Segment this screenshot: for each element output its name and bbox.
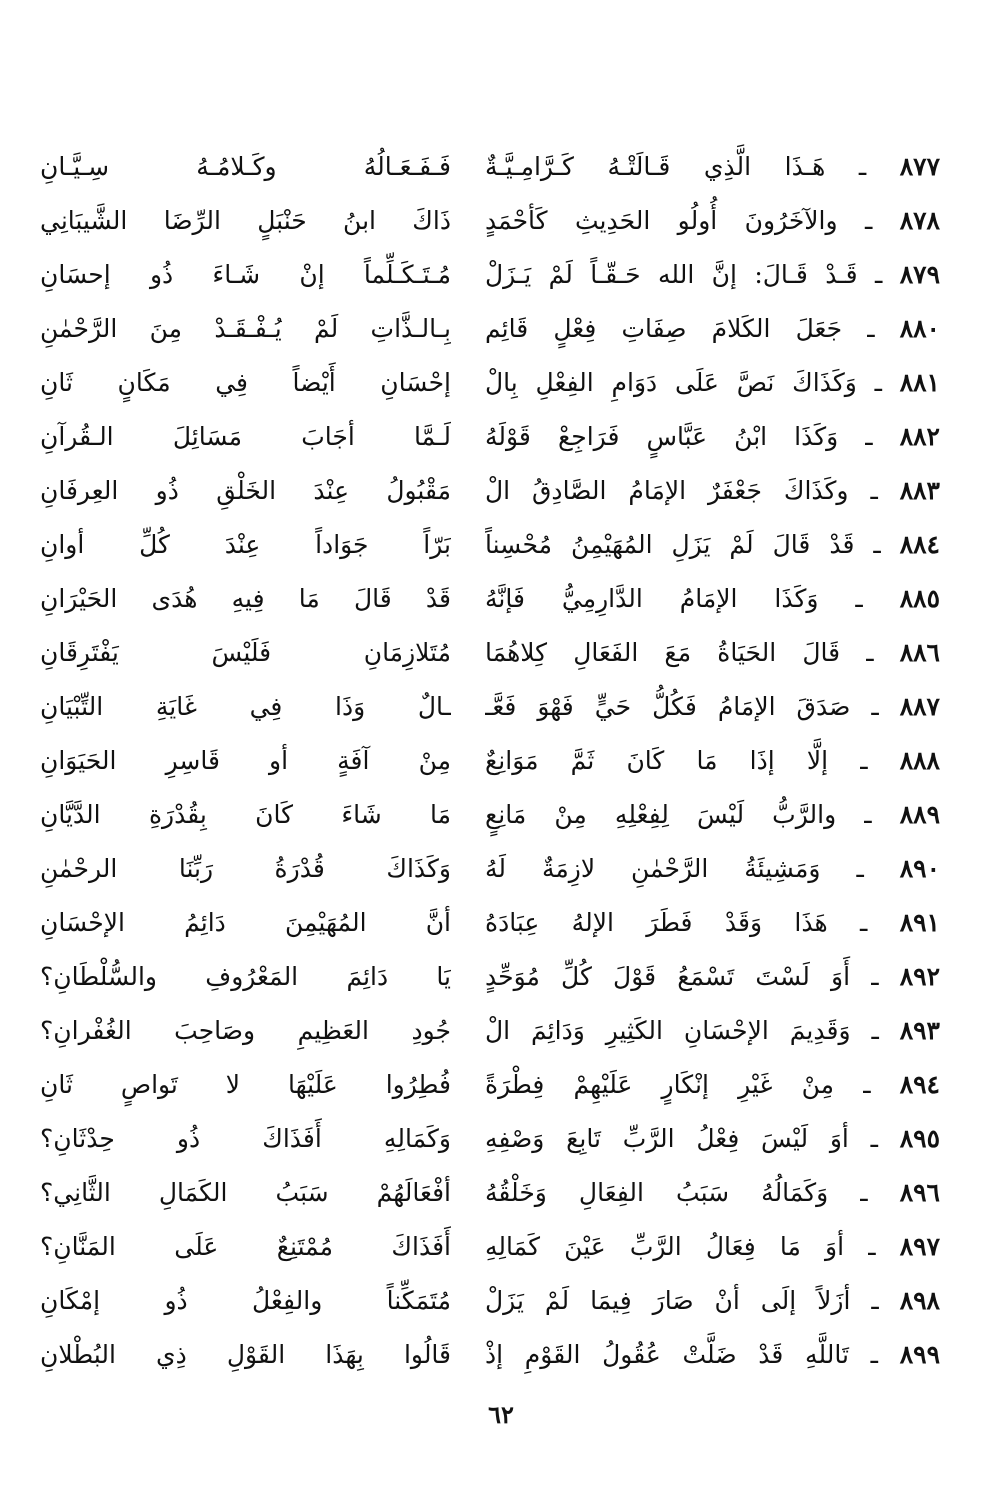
verse-line <box>40 140 940 194</box>
verse-first-hemistich <box>485 734 940 788</box>
verse-number-separator: ـ <box>838 422 900 451</box>
verse-line <box>40 950 940 1004</box>
verse-number-separator: ـ <box>827 908 900 937</box>
verse-number-separator: ـ <box>848 1340 900 1369</box>
verse-second-hemistich: مُتَلازِمَانِ فَلَيْسَ يَفْتَرِقَانِ <box>40 638 451 667</box>
verse-number: ٨٧٧ <box>899 152 940 181</box>
verse-line <box>40 1274 940 1328</box>
verse-first-text: أَوَ لَسْتَ تَسْمَعُ قَوْلَ كُلِّ مُوَحِّدٍ <box>485 962 851 991</box>
verse-number: ٨٩٢ <box>899 962 940 991</box>
verse-number: ٨٩٠ <box>899 854 940 883</box>
verse-first-hemistich <box>485 788 940 842</box>
verse-second-hemistich: يَا دَائِمَ المَعْرُوفِ والسُّلْطَانِ؟ <box>40 962 451 991</box>
verse-number: ٨٨٠ <box>899 314 940 343</box>
verse-first-text: وَكَذَاكَ نَصَّ عَلَى دَوَامِ الفِعْلِ بِالْ <box>485 368 857 397</box>
verse-line <box>40 1004 940 1058</box>
verse-number: ٨٨٧ <box>899 692 940 721</box>
verse-second-hemistich: مَقْبُولُ عِنْدَ الخَلْقِ ذُو العِرفَانِ <box>40 476 451 505</box>
verse-line <box>40 1220 940 1274</box>
verse-first-text: صَدَقَ الإمَامُ فَكُلُّ حَيٍّ فَهْوَ فَعَّـ <box>485 692 851 721</box>
verse-first-text: وكَذَاكَ جَعْفَرٌ الإمَامُ الصَّادِقُ الْ <box>485 476 849 505</box>
verse-first-hemistich <box>485 1274 940 1328</box>
verse-number-separator: ـ <box>837 206 900 235</box>
verse-number-separator: ـ <box>848 476 900 505</box>
verse-number-separator: ـ <box>850 962 900 991</box>
verse-number: ٨٨٨ <box>899 746 940 775</box>
verse-first-hemistich <box>485 1328 940 1382</box>
verse-line <box>40 410 940 464</box>
verse-second-hemistich: بَرّاً جَوَاداً عِنْدَ كُلِّ أوانِ <box>40 530 451 559</box>
verse-second-hemistich: لَـمَّا أجَابَ مَسَائِلَ الـقُرآنِ <box>40 422 451 451</box>
verse-number: ٨٩٥ <box>899 1124 940 1153</box>
verse-line <box>40 896 940 950</box>
verse-second-hemistich: فَـفَـعَـالُهُ وكَـلامُـهُ سِـيَّـانِ <box>40 152 451 181</box>
verse-first-text: جَعَلَ الكَلامَ صِفَاتِ فِعْلٍ قَائِم <box>485 314 843 343</box>
verse-number-separator: ـ <box>818 584 900 613</box>
verse-number: ٨٨٣ <box>899 476 940 505</box>
verse-line <box>40 1058 940 1112</box>
verse-first-hemistich <box>485 950 940 1004</box>
verse-number: ٨٩٨ <box>899 1286 940 1315</box>
verse-number: ٨٧٩ <box>899 260 940 289</box>
verse-number: ٨٨٢ <box>899 422 940 451</box>
verse-first-hemistich <box>485 896 940 950</box>
verse-number-separator: ـ <box>834 1070 900 1099</box>
verse-first-text: قَدْ قَالَ لَمْ يَزَلِ المُهَيْمِنُ مُحْسِناً <box>485 530 855 559</box>
verse-number-separator: ـ <box>840 638 900 667</box>
verse-number-separator: ـ <box>856 368 900 397</box>
verse-number: ٨٩٤ <box>899 1070 940 1099</box>
verse-second-hemistich: أَفَذَاكَ مُمْتَنِعٌ عَلَى المَنَّانِ؟ <box>40 1232 451 1261</box>
verse-number-separator: ـ <box>857 260 900 289</box>
verse-line <box>40 518 940 572</box>
verse-second-hemistich: مِنْ آفَةٍ أو قَاسِرِ الحَيَوَانِ <box>40 746 451 775</box>
verse-number-separator: ـ <box>828 1178 900 1207</box>
verse-second-hemistich: مَا شَاءَ كَانَ بِقُدْرَةِ الدَّيَّانِ <box>40 800 451 829</box>
verse-first-hemistich <box>485 1112 940 1166</box>
verse-first-hemistich <box>485 248 940 302</box>
verse-second-hemistich: ذَاكَ ابنُ حَنْبَلٍ الرِّضَا الشَّيبَانِي <box>40 206 451 235</box>
verse-number: ٨٨١ <box>899 368 940 397</box>
verse-line <box>40 1328 940 1382</box>
verse-number-separator: ـ <box>848 1124 900 1153</box>
verse-first-hemistich <box>485 464 940 518</box>
verse-first-hemistich <box>485 410 940 464</box>
verse-first-hemistich <box>485 518 940 572</box>
verse-first-text: تَاللَّهِ قَدْ ضَلَّتْ عُقُولُ القَوْمِ إذْ <box>485 1340 849 1369</box>
verse-second-hemistich: مُتَمَكِّناً والفِعْلُ ذُو إمْكَانِ <box>40 1286 451 1315</box>
verse-number-separator: ـ <box>844 1232 900 1261</box>
poem-verses <box>40 140 940 1382</box>
page-number: ٦٢ <box>488 1400 514 1429</box>
verse-second-hemistich: ـالٌ وَذَا فِي غَايَةِ التِّبْيَانِ <box>40 692 451 721</box>
verse-first-text: قَـدْ قَـالَ: إنَّ الله حَـقّـاً لَمْ يَـزَلْ <box>485 260 858 289</box>
verse-number-separator: ـ <box>825 152 900 181</box>
verse-first-text: والآخَرُونَ أُولُو الحَدِيثِ كَأحْمَدٍ <box>485 206 838 235</box>
verse-second-hemistich: إحْسَانِ أَيْضاً فِي مَكَانٍ ثَانِ <box>40 368 451 397</box>
verse-number-separator: ـ <box>836 800 900 829</box>
verse-first-hemistich <box>485 626 940 680</box>
verse-second-hemistich: وَكَذَاكَ قُدْرَةُ رَبِّنَا الرحْمٰنِ <box>40 854 451 883</box>
verse-first-text: إلَّا إذَا مَا كَانَ ثَمَّ مَوَانِعٌ <box>485 746 829 775</box>
verse-first-hemistich <box>485 140 940 194</box>
verse-first-hemistich <box>485 572 940 626</box>
verse-second-hemistich: أفْعَالَهُمْ سَبَبُ الكَمَالِ الثَّانِي؟ <box>40 1178 451 1207</box>
verse-line <box>40 1166 940 1220</box>
verse-first-text: أوَ مَا فِعَالُ الرَّبِّ عَيْنَ كَمَالِهِ <box>485 1232 845 1261</box>
verse-first-text: أوَ لَيْسَ فِعْلُ الرَّبِّ تَابِعَ وَصْفِهِ <box>485 1124 849 1153</box>
verse-number: ٨٨٤ <box>899 530 940 559</box>
verse-first-text: وَقَدِيمَ الإحْسَانِ الكَثِيرِ وَدَائِمَ الْ <box>485 1016 851 1045</box>
verse-number-separator: ـ <box>842 314 900 343</box>
verse-number-separator: ـ <box>850 1016 900 1045</box>
verse-second-hemistich: فُطِرُوا عَلَيْهَا لا تَواصٍ ثَانِ <box>40 1070 451 1099</box>
verse-second-hemistich: بِـالـذَّاتِ لَمْ يُـفْـقَـدْ مِنَ الرَّحْمٰنِ <box>40 314 451 343</box>
verse-first-hemistich <box>485 1004 940 1058</box>
verse-first-hemistich <box>485 680 940 734</box>
verse-line <box>40 1112 940 1166</box>
verse-line <box>40 626 940 680</box>
verse-second-hemistich: قَدْ قَالَ مَا فِيهِ هُدَى الحَيْرَانِ <box>40 584 451 613</box>
verse-second-hemistich: قَالُوا بِهَذَا القَوْلِ ذِي البُطْلانِ <box>40 1340 451 1369</box>
verse-second-hemistich: جُودِ العَظِيمِ وصَاحِبَ الغُفْرانِ؟ <box>40 1016 451 1045</box>
verse-number-separator: ـ <box>850 1286 900 1315</box>
verse-number: ٨٨٦ <box>899 638 940 667</box>
verse-first-hemistich <box>485 302 940 356</box>
verse-first-hemistich <box>485 842 940 896</box>
verse-number: ٨٨٥ <box>899 584 940 613</box>
verse-line <box>40 356 940 410</box>
verse-first-hemistich <box>485 1058 940 1112</box>
verse-first-text: أزَلاً إلَى أنْ صَارَ فِيمَا لَمْ يَزَلْ <box>485 1286 851 1315</box>
verse-line <box>40 842 940 896</box>
verse-first-text: وَكَذَا ابْنُ عَبَّاسٍ فَرَاجِعْ قَوْلَهُ <box>485 422 839 451</box>
verse-number: ٨٧٨ <box>899 206 940 235</box>
verse-number: ٨٩٦ <box>899 1178 940 1207</box>
verse-line <box>40 572 940 626</box>
verse-number-separator: ـ <box>828 746 900 775</box>
verse-first-text: هَذَا وَقَدْ فَطَرَ الإلهُ عِبَادَهُ <box>485 908 828 937</box>
verse-line <box>40 248 940 302</box>
verse-first-hemistich <box>485 1220 940 1274</box>
verse-first-hemistich <box>485 356 940 410</box>
verse-first-text: وَكَمَالُهُ سَبَبُ الفِعَالِ وَخَلْقُهُ <box>485 1178 829 1207</box>
verse-line <box>40 464 940 518</box>
verse-second-hemistich: وَكَمَالِهِ أَفَذَاكَ ذُو حِدْثَانِ؟ <box>40 1124 451 1153</box>
verse-first-text: وَمَشِيئَةُ الرَّحْمٰنِ لازِمَةٌ لَهُ <box>485 854 821 883</box>
verse-first-hemistich <box>485 1166 940 1220</box>
verse-number: ٨٩٩ <box>899 1340 940 1369</box>
verse-line <box>40 302 940 356</box>
verse-number: ٨٩٣ <box>899 1016 940 1045</box>
verse-number: ٨٨٩ <box>899 800 940 829</box>
verse-first-text: والرَّبُّ لَيْسَ لِفِعْلِهِ مِنْ مَانِعٍ <box>485 800 837 829</box>
verse-line <box>40 680 940 734</box>
verse-second-hemistich: مُـتَـكَـلِّماً إنْ شَـاءَ ذُو إحسَانِ <box>40 260 451 289</box>
verse-first-hemistich <box>485 194 940 248</box>
verse-number-separator: ـ <box>854 530 900 559</box>
verse-number-separator: ـ <box>850 692 900 721</box>
verse-number: ٨٩١ <box>899 908 940 937</box>
verse-line <box>40 734 940 788</box>
verse-number: ٨٩٧ <box>899 1232 940 1261</box>
verse-first-text: وَكَذَا الإمَامُ الدَّارِمِيُّ فَإنَّهُ <box>485 584 819 613</box>
verse-first-text: هَـذَا الَّذِي قَـالَتْـهُ كَـرَّامِـيَّـةٌ <box>485 152 826 181</box>
verse-line <box>40 788 940 842</box>
verse-second-hemistich: أنَّ المُهَيْمِنَ دَائِمُ الإحْسَانِ <box>40 908 451 937</box>
verse-first-text: قَالَ الحَيَاةُ مَعَ الفَعَالِ كِلاهُمَا <box>485 638 841 667</box>
verse-first-text: مِنْ غَيْرِ إنْكَارٍ عَلَيْهِمْ فِطْرَةً <box>485 1070 835 1099</box>
verse-line <box>40 194 940 248</box>
verse-number-separator: ـ <box>820 854 900 883</box>
